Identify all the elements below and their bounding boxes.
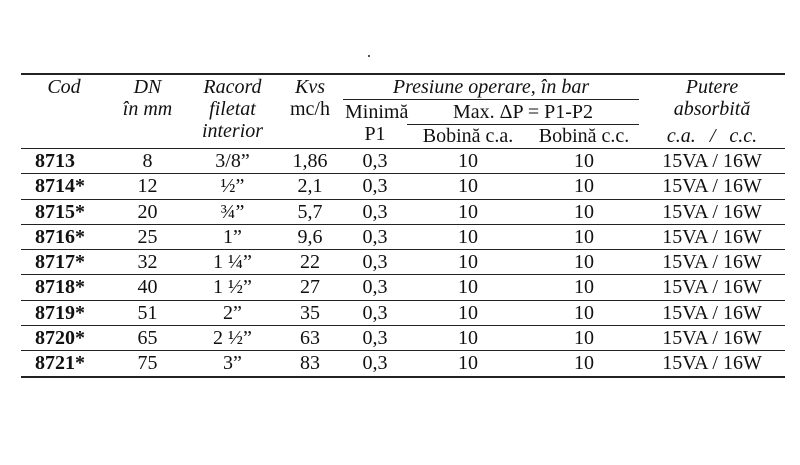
cell-racord: 3” bbox=[188, 351, 277, 377]
cell-kvs: 9,6 bbox=[277, 224, 343, 249]
header-dn-line2: în mm bbox=[122, 98, 173, 120]
cell-bobina-ca: 10 bbox=[407, 224, 529, 249]
cell-kvs: 1,86 bbox=[277, 149, 343, 174]
cell-bobina-cc: 10 bbox=[529, 149, 639, 174]
header-bobina-cc bbox=[529, 125, 639, 149]
cell-minima: 0,3 bbox=[343, 174, 407, 199]
cell-putere: 15VA / 16W bbox=[639, 174, 785, 199]
header-bobina-ca bbox=[407, 125, 529, 149]
cell-kvs: 35 bbox=[277, 300, 343, 325]
header-dn bbox=[107, 74, 188, 149]
header-dn-line1: DN bbox=[133, 76, 162, 98]
table-row bbox=[21, 275, 785, 300]
header-racord-line3: interior bbox=[201, 120, 264, 142]
cell-minima: 0,3 bbox=[343, 326, 407, 351]
cell-bobina-ca: 10 bbox=[407, 275, 529, 300]
header-putere bbox=[639, 74, 785, 125]
cell-cod: 8721* bbox=[21, 351, 107, 377]
cell-racord: 1” bbox=[188, 224, 277, 249]
stray-dot bbox=[368, 55, 370, 57]
cell-putere: 15VA / 16W bbox=[639, 199, 785, 224]
cell-minima: 0,3 bbox=[343, 250, 407, 275]
cell-racord: 2” bbox=[188, 300, 277, 325]
table-row bbox=[21, 326, 785, 351]
header-bobina-ca-text: Bobină c.a. bbox=[422, 125, 514, 147]
cell-dn: 40 bbox=[107, 275, 188, 300]
header-putere-line2: absorbită bbox=[673, 98, 751, 120]
cell-bobina-ca: 10 bbox=[407, 174, 529, 199]
cell-bobina-cc: 10 bbox=[529, 250, 639, 275]
cell-minima: 0,3 bbox=[343, 300, 407, 325]
header-putere-ca: c.a. bbox=[666, 124, 696, 147]
table-row bbox=[21, 174, 785, 199]
header-kvs-line1: Kvs bbox=[295, 76, 325, 98]
cell-putere: 15VA / 16W bbox=[639, 275, 785, 300]
cell-dn: 12 bbox=[107, 174, 188, 199]
table-header bbox=[21, 74, 785, 149]
cell-racord: ½” bbox=[188, 174, 277, 199]
cell-kvs: 22 bbox=[277, 250, 343, 275]
header-cod bbox=[21, 74, 107, 149]
cell-bobina-ca: 10 bbox=[407, 326, 529, 351]
table-body bbox=[21, 149, 785, 377]
cell-kvs: 83 bbox=[277, 351, 343, 377]
cell-bobina-cc: 10 bbox=[529, 199, 639, 224]
cell-putere: 15VA / 16W bbox=[639, 351, 785, 377]
cell-dn: 8 bbox=[107, 149, 188, 174]
cell-putere: 15VA / 16W bbox=[639, 250, 785, 275]
cell-cod: 8718* bbox=[21, 275, 107, 300]
valve-spec-table bbox=[21, 73, 785, 378]
header-minima bbox=[343, 100, 407, 149]
cell-bobina-cc: 10 bbox=[529, 224, 639, 249]
table-row bbox=[21, 250, 785, 275]
cell-bobina-cc: 10 bbox=[529, 351, 639, 377]
table-row bbox=[21, 300, 785, 325]
cell-minima: 0,3 bbox=[343, 149, 407, 174]
cell-putere: 15VA / 16W bbox=[639, 224, 785, 249]
cell-bobina-cc: 10 bbox=[529, 275, 639, 300]
cell-kvs: 5,7 bbox=[277, 199, 343, 224]
cell-putere: 15VA / 16W bbox=[639, 326, 785, 351]
cell-racord: 1 ¼” bbox=[188, 250, 277, 275]
table-row bbox=[21, 224, 785, 249]
cell-kvs: 63 bbox=[277, 326, 343, 351]
cell-cod: 8717* bbox=[21, 250, 107, 275]
cell-bobina-ca: 10 bbox=[407, 300, 529, 325]
header-kvs bbox=[277, 74, 343, 149]
cell-bobina-cc: 10 bbox=[529, 174, 639, 199]
header-putere-slash: / bbox=[709, 124, 716, 147]
cell-minima: 0,3 bbox=[343, 224, 407, 249]
table-row bbox=[21, 351, 785, 377]
cell-bobina-ca: 10 bbox=[407, 199, 529, 224]
cell-bobina-ca: 10 bbox=[407, 351, 529, 377]
cell-kvs: 2,1 bbox=[277, 174, 343, 199]
header-cod-text: Cod bbox=[47, 76, 81, 98]
header-putere-line1: Putere bbox=[685, 76, 739, 98]
cell-putere: 15VA / 16W bbox=[639, 149, 785, 174]
cell-dn: 51 bbox=[107, 300, 188, 325]
cell-cod: 8719* bbox=[21, 300, 107, 325]
cell-bobina-ca: 10 bbox=[407, 250, 529, 275]
cell-kvs: 27 bbox=[277, 275, 343, 300]
cell-racord: 2 ½” bbox=[188, 326, 277, 351]
cell-bobina-cc: 10 bbox=[529, 300, 639, 325]
cell-bobina-cc: 10 bbox=[529, 326, 639, 351]
cell-dn: 25 bbox=[107, 224, 188, 249]
header-kvs-line2: mc/h bbox=[290, 98, 330, 120]
header-max-dp bbox=[407, 100, 639, 125]
cell-cod: 8715* bbox=[21, 199, 107, 224]
header-racord-line1: Racord bbox=[203, 76, 262, 98]
cell-putere: 15VA / 16W bbox=[639, 300, 785, 325]
header-racord bbox=[188, 74, 277, 149]
header-minima-line2: P1 bbox=[364, 123, 386, 145]
header-putere-cc: c.c. bbox=[729, 124, 758, 147]
cell-racord: ¾” bbox=[188, 199, 277, 224]
cell-dn: 20 bbox=[107, 199, 188, 224]
header-putere-units bbox=[639, 125, 785, 149]
header-max-dp-text: Max. ΔP = P1-P2 bbox=[452, 101, 594, 123]
table-row bbox=[21, 199, 785, 224]
cell-cod: 8714* bbox=[21, 174, 107, 199]
cell-racord: 3/8” bbox=[188, 149, 277, 174]
cell-dn: 65 bbox=[107, 326, 188, 351]
cell-dn: 75 bbox=[107, 351, 188, 377]
cell-minima: 0,3 bbox=[343, 199, 407, 224]
header-bobina-cc-text: Bobină c.c. bbox=[538, 125, 630, 147]
cell-cod: 8713 bbox=[21, 149, 107, 174]
header-presiune-text: Presiune operare, în bar bbox=[392, 76, 590, 98]
header-racord-line2: filetat bbox=[209, 98, 256, 120]
header-presiune bbox=[343, 74, 639, 100]
cell-cod: 8716* bbox=[21, 224, 107, 249]
header-minima-line1: Minimă bbox=[345, 101, 409, 123]
cell-bobina-ca: 10 bbox=[407, 149, 529, 174]
cell-dn: 32 bbox=[107, 250, 188, 275]
cell-minima: 0,3 bbox=[343, 351, 407, 377]
table-row bbox=[21, 149, 785, 174]
cell-minima: 0,3 bbox=[343, 275, 407, 300]
cell-cod: 8720* bbox=[21, 326, 107, 351]
cell-racord: 1 ½” bbox=[188, 275, 277, 300]
